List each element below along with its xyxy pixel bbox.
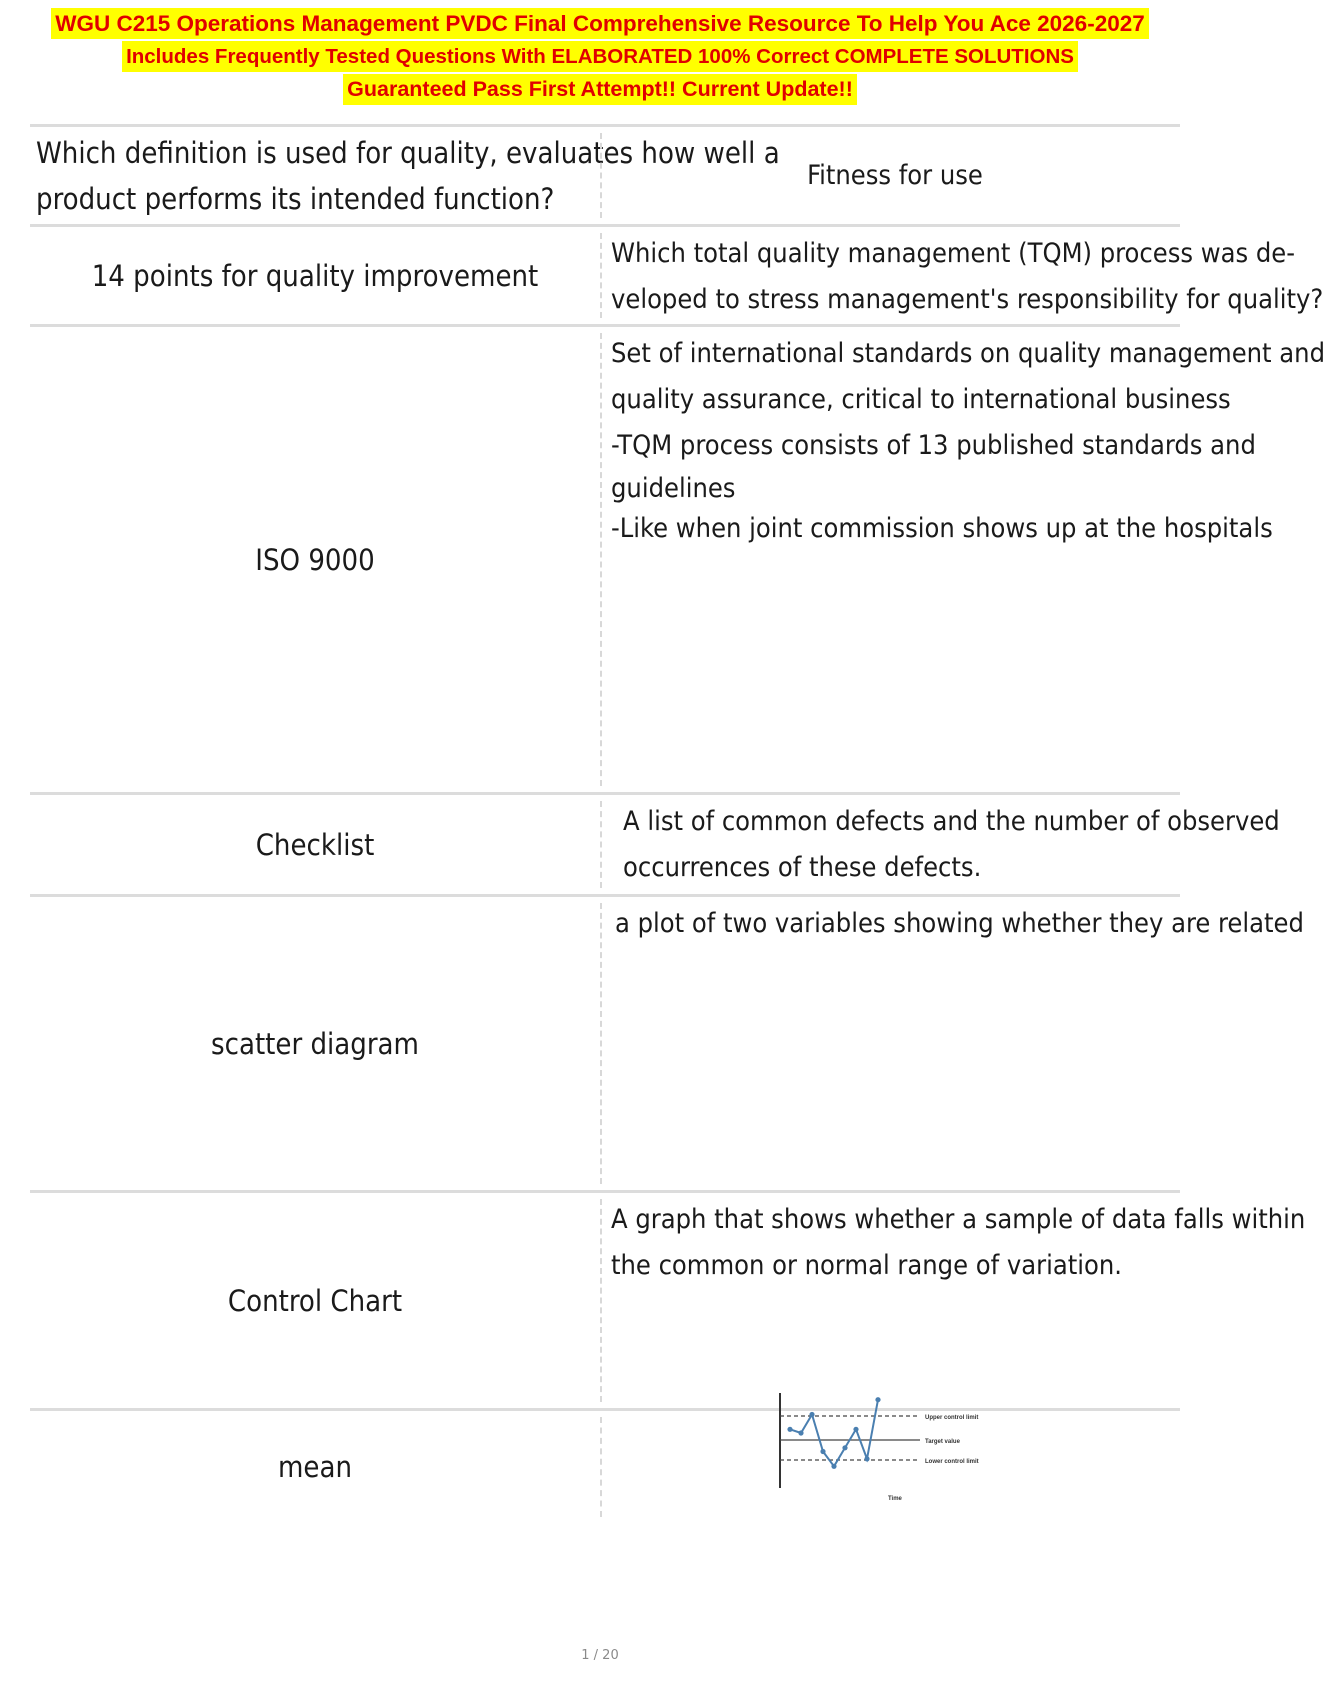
control-chart-svg bbox=[770, 1388, 1020, 1508]
flashcard-term bbox=[30, 227, 600, 324]
page-number: 1 / 20 bbox=[581, 1648, 619, 1663]
lcl-label: Lower control limit bbox=[925, 1459, 979, 1465]
control-chart-point bbox=[809, 1412, 814, 1417]
x-axis-label: Time bbox=[888, 1496, 902, 1502]
column-divider bbox=[600, 903, 602, 1184]
definition-line: the common or normal range of variation. bbox=[611, 1250, 1122, 1281]
term-line: ISO 9000 bbox=[255, 542, 375, 577]
flashcard-definition bbox=[605, 127, 1185, 224]
flashcard-row bbox=[30, 795, 1280, 897]
control-chart-illustration bbox=[770, 1388, 1020, 1508]
flashcard-term bbox=[30, 897, 600, 1190]
control-chart-point bbox=[842, 1445, 847, 1450]
ucl-label: Upper control limit bbox=[925, 1415, 979, 1421]
flashcard-row bbox=[30, 127, 1180, 227]
document-header bbox=[0, 8, 1200, 107]
header-title-line-1: WGU C215 Operations Management PVDC Final Comprehensive Resource To Help You Ace 2026-2027 bbox=[51, 8, 1149, 39]
definition-line: Set of international standards on quality management and bbox=[611, 338, 1325, 369]
column-divider bbox=[600, 1199, 602, 1402]
definition-line: veloped to stress management's responsibility for quality? bbox=[611, 284, 1324, 315]
term-line: product performs its intended function? bbox=[36, 181, 555, 216]
control-chart-point bbox=[787, 1427, 792, 1432]
flashcard-definition bbox=[605, 227, 1324, 324]
target-label: Target value bbox=[925, 1439, 960, 1445]
definition-line: Which total quality management (TQM) process was de- bbox=[611, 238, 1295, 269]
control-chart-point bbox=[831, 1464, 836, 1469]
flashcard-definition bbox=[605, 795, 1280, 894]
flashcard-row bbox=[30, 227, 1324, 327]
flashcard-table bbox=[30, 124, 1325, 1523]
definition-line: A graph that shows whether a sample of data falls within bbox=[611, 1204, 1306, 1235]
definition-line: a plot of two variables showing whether they are related bbox=[615, 908, 1304, 939]
definition-line: Fitness for use bbox=[807, 159, 983, 191]
term-line: mean bbox=[277, 1450, 352, 1484]
definition-line: guidelines bbox=[611, 473, 736, 504]
definition-line: -TQM process consists of 13 published standards and bbox=[611, 430, 1256, 461]
column-divider bbox=[600, 1417, 602, 1517]
flashcard-row bbox=[30, 327, 1325, 795]
flashcard-definition bbox=[605, 327, 1325, 792]
control-chart-point bbox=[853, 1427, 858, 1432]
column-divider bbox=[600, 133, 602, 218]
header-title-line-2: Includes Frequently Tested Questions With ELABORATED 100% Correct COMPLETE SOLUTIONS bbox=[122, 41, 1078, 72]
term-line: 14 points for quality improvement bbox=[91, 258, 539, 293]
term-line: Which definition is used for quality, evaluates how well a bbox=[36, 135, 780, 170]
definition-line: A list of common defects and the number of observed bbox=[623, 806, 1280, 837]
term-line: scatter diagram bbox=[211, 1026, 419, 1061]
flashcard-term bbox=[30, 1411, 600, 1523]
flashcard-term bbox=[30, 127, 780, 224]
flashcard-definition bbox=[605, 1193, 1306, 1408]
control-chart-point bbox=[864, 1456, 869, 1461]
header-title-line-3: Guaranteed Pass First Attempt!! Current Update!! bbox=[343, 74, 857, 105]
definition-line: occurrences of these defects. bbox=[623, 852, 982, 883]
column-divider bbox=[600, 801, 602, 888]
control-chart-series bbox=[787, 1397, 880, 1469]
column-divider bbox=[600, 233, 602, 318]
control-chart-point bbox=[820, 1449, 825, 1454]
definition-line: quality assurance, critical to international business bbox=[611, 384, 1231, 415]
flashcard-row bbox=[30, 897, 1304, 1193]
flashcard-definition bbox=[605, 897, 1304, 1190]
flashcard-term bbox=[30, 1193, 600, 1408]
flashcard-term bbox=[30, 795, 600, 894]
term-line: Checklist bbox=[255, 827, 375, 862]
column-divider bbox=[600, 333, 602, 786]
control-chart-point bbox=[875, 1397, 880, 1402]
definition-line: -Like when joint commission shows up at the hospitals bbox=[611, 513, 1273, 544]
flashcard-row bbox=[30, 1193, 1306, 1411]
flashcard-term bbox=[30, 327, 600, 792]
term-line: Control Chart bbox=[227, 1283, 403, 1318]
control-chart-point bbox=[798, 1430, 803, 1435]
